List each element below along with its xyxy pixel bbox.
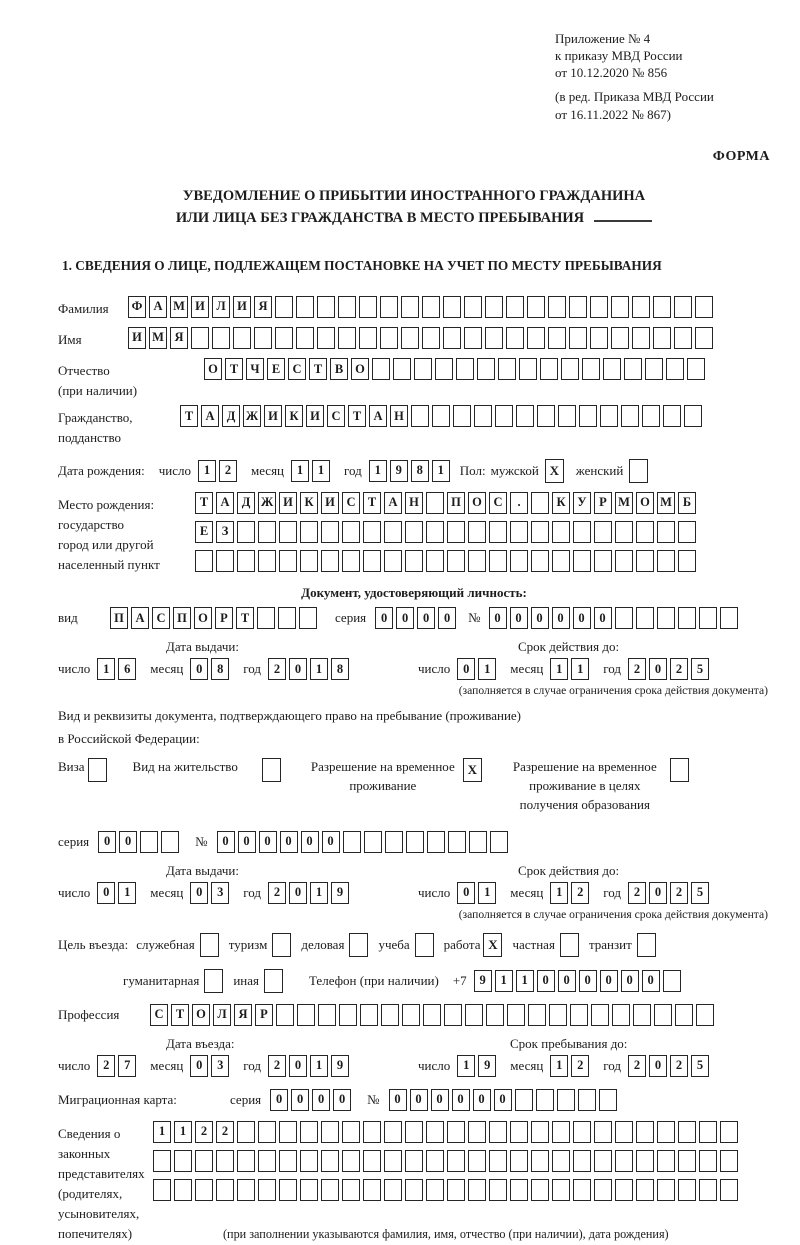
given-name-field (58, 327, 770, 350)
identity-series-label: серия (335, 610, 367, 626)
representatives-label: Сведения о законных представителях (родителях, усыновителях, попечителях) (58, 1125, 145, 1242)
phone-boxes[interactable]: 9 1 1 0 0 0 0 0 0 (474, 970, 681, 992)
purpose-official: служебная (136, 933, 219, 957)
identity-dates (58, 658, 770, 680)
identity-expiry-heading: Срок действия до: (518, 639, 620, 655)
stay-doc-note: (заполняется в случае ограничения срока действия документа) (458, 907, 768, 921)
profession-field (58, 1004, 770, 1026)
representatives-boxes-row1[interactable]: 1 1 2 2 (153, 1121, 738, 1143)
entry-date-heading: Дата въезда: (166, 1035, 235, 1051)
identity-date-headings (58, 639, 770, 655)
stay-number-label: № (195, 833, 208, 849)
phone-prefix: +7 (452, 972, 467, 988)
purpose-label: Цель въезда: (58, 936, 129, 952)
option-visa: Виза (58, 758, 107, 782)
birth-place-boxes-row1[interactable]: Т А Д Ж И К И С Т А Н П О С . К У Р М О М Б (195, 492, 696, 514)
section-1-heading: 1. СВЕДЕНИЯ О ЛИЦЕ, ПОДЛЕЖАЩЕМ ПОСТАНОВКЕ НА УЧЕТ ПО МЕСТУ ПРЕБЫВАНИЯ (62, 257, 662, 273)
identity-number-boxes[interactable]: 0 0 0 0 0 0 (489, 607, 738, 629)
purpose-transit-checkbox[interactable] (637, 933, 656, 957)
stay-doc-intro1: Вид и реквизиты документа, подтверждающего право на пребывание (проживание) (58, 708, 522, 724)
citizenship-label: Гражданство, подданство (58, 410, 133, 446)
identity-kind-label: вид (58, 610, 78, 626)
purpose-work: работа X (444, 933, 503, 957)
stay-until-heading: Срок пребывания до: (510, 1035, 628, 1051)
purpose-private-checkbox[interactable] (560, 933, 579, 957)
purpose-humanitarian-checkbox[interactable] (204, 969, 223, 993)
patronymic-field (58, 358, 770, 401)
purpose-tourism-checkbox[interactable] (272, 933, 291, 957)
stay-series-boxes[interactable]: 0 0 (98, 831, 179, 853)
stay-doc-serial-row (58, 831, 770, 853)
purpose-row2 (123, 969, 770, 993)
migration-card-label: Миграционная карта: (58, 1091, 177, 1107)
form-title (58, 185, 770, 230)
birth-date-field (58, 459, 770, 483)
representatives-field (58, 1121, 770, 1245)
identity-number-label: № (468, 610, 481, 626)
birth-place-field (58, 492, 770, 576)
birth-date-label: Дата рождения: (58, 462, 145, 478)
purpose-row1 (58, 933, 770, 957)
stay-expiry-heading: Срок действия до: (518, 862, 620, 878)
migration-series-label: серия (230, 1091, 262, 1107)
sex-label: Пол: (459, 462, 486, 478)
migration-number-boxes[interactable]: 0 0 0 0 0 0 (389, 1089, 617, 1111)
given-name-label: Имя (58, 331, 82, 347)
appendix-line: от 10.12.2020 № 856 (555, 65, 668, 81)
surname-label: Фамилия (58, 300, 109, 316)
surname-boxes[interactable]: Ф А М И Л И Я (128, 296, 713, 318)
purpose-business: деловая (301, 933, 368, 957)
visa-checkbox[interactable] (88, 758, 107, 782)
entry-dates (58, 1055, 770, 1077)
identity-issue-date-boxes[interactable]: число 1 6 месяц 0 8 год 2 0 1 8 (58, 658, 418, 680)
identity-kind-boxes[interactable]: П А С П О Р Т (110, 607, 317, 629)
representatives-note: (при заполнении указываются фамилия, имя, отчество (при наличии), дата рождения) (223, 1226, 669, 1241)
patronymic-label: Отчество (при наличии) (58, 363, 138, 399)
appendix-line: к приказу МВД России (555, 48, 683, 64)
purpose-business-checkbox[interactable] (349, 933, 368, 957)
birth-date-boxes[interactable]: число 1 2 месяц 1 1 год 1 9 8 1 (159, 460, 450, 482)
appendix-line: Приложение № 4 (555, 31, 651, 46)
birth-place-boxes-row3[interactable] (195, 550, 696, 572)
representatives-boxes-row2[interactable] (153, 1150, 738, 1172)
birth-place-label: Место рождения: государство город или другой населенный пункт (58, 496, 160, 572)
temporary-residence-checkbox[interactable]: X (463, 758, 482, 782)
identity-doc-heading: Документ, удостоверяющий личность: (301, 585, 527, 601)
birth-place-boxes-row2[interactable]: Е З (195, 521, 696, 543)
representatives-boxes-row3[interactable] (153, 1179, 738, 1201)
profession-label: Профессия (58, 1006, 120, 1022)
citizenship-boxes[interactable]: Т А Д Ж И К И С Т А Н (180, 405, 702, 427)
sex-male-label: мужской (490, 462, 539, 478)
entry-date-boxes[interactable]: число 2 7 месяц 0 3 год 2 0 1 9 (58, 1055, 418, 1077)
purpose-transit: транзит (589, 933, 656, 957)
amendment-line: от 16.11.2022 № 867) (555, 106, 672, 122)
purpose-study: учеба (378, 933, 433, 957)
migration-number-label: № (367, 1091, 380, 1107)
patronymic-boxes[interactable]: О Т Ч Е С Т В О (204, 358, 705, 380)
profession-boxes[interactable]: С Т О Л Я Р (150, 1004, 714, 1026)
phone-field (309, 970, 681, 992)
purpose-work-checkbox[interactable]: X (483, 933, 502, 957)
identity-doc-note: (заполняется в случае ограничения срока действия документа) (458, 684, 768, 698)
purpose-private: частная (512, 933, 578, 957)
stay-doc-intro2: в Российской Федерации: (58, 730, 200, 746)
sex-female-label: женский (575, 462, 624, 478)
stay-dates (58, 882, 770, 904)
title-blank-line (594, 209, 652, 222)
identity-expiry-date-boxes[interactable]: число 0 1 месяц 1 1 год 2 0 2 5 (418, 658, 709, 680)
form-title-line1: УВЕДОМЛЕНИЕ О ПРИБЫТИИ ИНОСТРАННОГО ГРАЖДАНИНА (182, 187, 646, 204)
sex-male-checkbox[interactable]: X (545, 459, 564, 483)
stay-until-date-boxes[interactable]: число 1 9 месяц 1 2 год 2 0 2 5 (418, 1055, 709, 1077)
option-temporary-residence-education: Разрешение на временное проживание в целях получения образования (506, 758, 689, 815)
stay-issue-date-boxes[interactable]: число 0 1 месяц 0 3 год 2 0 1 9 (58, 882, 418, 904)
stay-issue-heading: Дата выдачи: (166, 862, 240, 878)
sex-female-checkbox[interactable] (629, 459, 648, 483)
stay-series-label: серия (58, 833, 90, 849)
surname-field (58, 296, 770, 319)
appendix-reference (555, 30, 770, 123)
purpose-other-checkbox[interactable] (264, 969, 283, 993)
option-temporary-residence: Разрешение на временное проживание X (309, 758, 482, 796)
entry-date-headings (58, 1036, 770, 1052)
stay-doc-options (58, 758, 770, 815)
amendment-line: (в ред. Приказа МВД России (555, 89, 714, 105)
option-residence-permit: Вид на жительство (133, 758, 281, 782)
stay-date-headings (58, 863, 770, 879)
migration-card-row (58, 1089, 770, 1111)
stay-expiry-date-boxes[interactable]: число 0 1 месяц 1 2 год 2 0 2 5 (418, 882, 709, 904)
citizenship-field (58, 405, 770, 448)
given-name-boxes[interactable]: И М Я (128, 327, 713, 349)
identity-doc-row (58, 607, 770, 629)
residence-permit-checkbox[interactable] (262, 758, 281, 782)
identity-series-boxes[interactable]: 0 0 0 0 (375, 607, 456, 629)
purpose-humanitarian: гуманитарная (123, 969, 223, 993)
temporary-residence-education-checkbox[interactable] (670, 758, 689, 782)
phone-label: Телефон (при наличии) (308, 972, 439, 988)
purpose-study-checkbox[interactable] (415, 933, 434, 957)
purpose-official-checkbox[interactable] (200, 933, 219, 957)
identity-issue-heading: Дата выдачи: (166, 639, 240, 655)
form-title-line2: ИЛИ ЛИЦА БЕЗ ГРАЖДАНСТВА В МЕСТО ПРЕБЫВАНИЯ (175, 210, 585, 227)
purpose-other: иная (233, 969, 283, 993)
stay-number-boxes[interactable]: 0 0 0 0 0 0 (217, 831, 508, 853)
form-label: ФОРМА (712, 148, 770, 164)
migration-series-boxes[interactable]: 0 0 0 0 (270, 1089, 351, 1111)
purpose-tourism: туризм (229, 933, 292, 957)
